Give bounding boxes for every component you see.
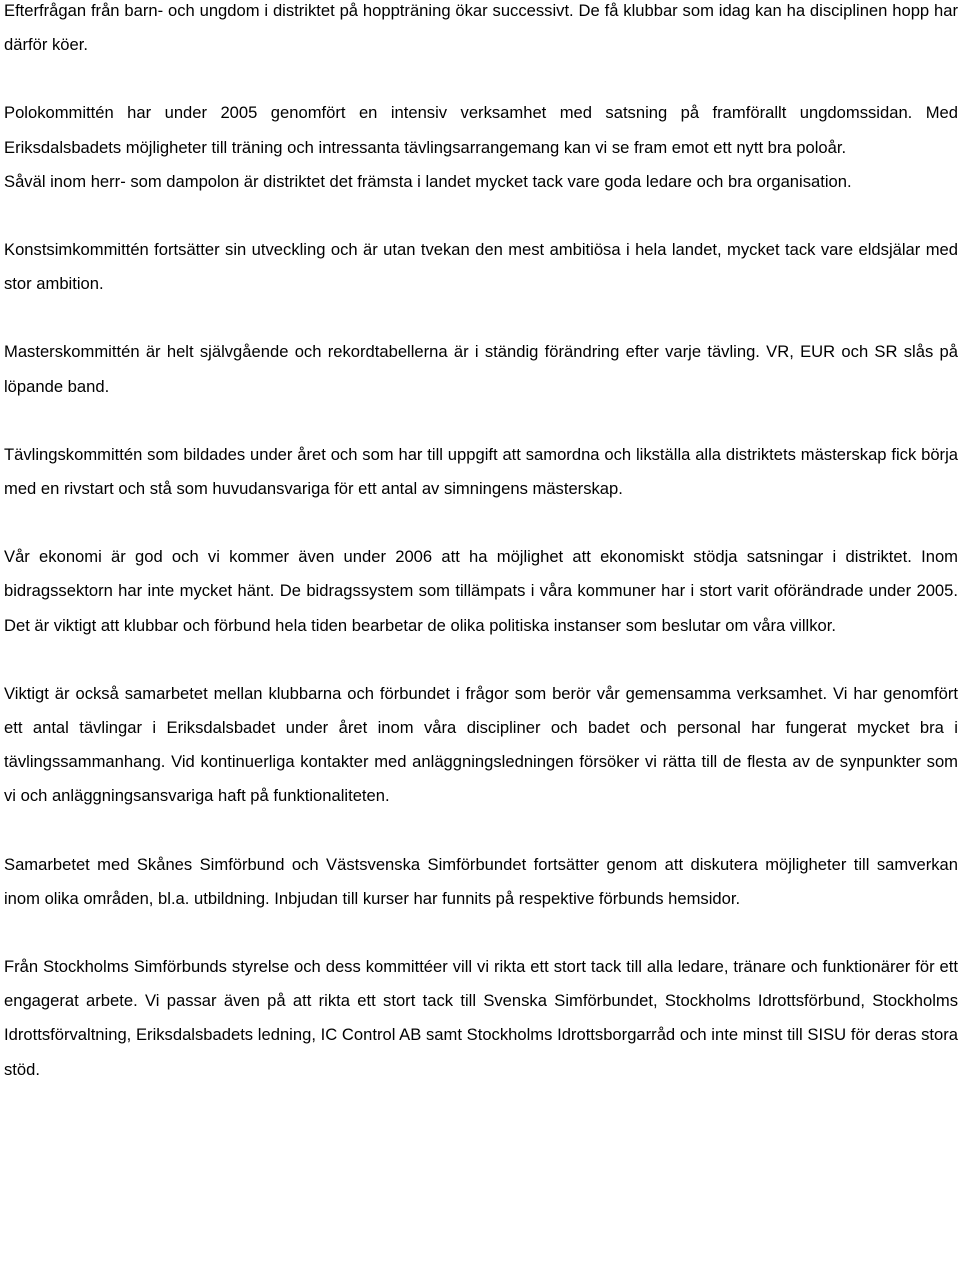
- paragraph-polo-organisation: Såväl inom herr- som dampolon är distriktet det främsta i landet mycket tack vare goda ledare och bra organisation.: [4, 171, 852, 191]
- paragraph-samarbete-forbund: Samarbetet med Skånes Simförbund och Västsvenska Simförbundet fortsätter genom att diskutera möjligheter till samverkan inom olika områden, bl.a. utbildning. Inbjudan till kurser har funnits på respektive förbunds hemsidor.: [4, 854, 958, 908]
- paragraph-konstsim: Konstsimkommittén fortsätter sin utveckling och är utan tvekan den mest ambitiösa i hela landet, mycket tack vare eldsjälar med stor ambition.: [4, 240, 958, 294]
- paragraph-samarbete-klubbar: Viktigt är också samarbetet mellan klubbarna och förbundet i frågor som berör vår gemensamma verksamhet. Vi har genomfört ett antal tävlingar i Eriksdalsbadet under året inom våra discipliner och badet och personal har fungerat mycket bra i tävlingssammanhang. Vid kontinuerliga kontakter med anläggningsledningen försöker vi rätta till de flesta av de synpunkter som vi och anläggningsansvariga haft på funktionaliteten.: [4, 683, 958, 806]
- paragraph-tavling: Tävlingskommittén som bildades under året och som har till uppgift att samordna och likställa alla distriktets mästerskap fick börja med en rivstart och stå som huvudansvariga för ett antal av simningens mästerskap.: [4, 444, 958, 499]
- document-page: [4, 0, 958, 1087]
- paragraph-tack: Från Stockholms Simförbunds styrelse och dess kommittéer vill vi rikta ett stort tack till alla ledare, tränare och funktionärer för ett engagerat arbete. Vi passar även på att rikta ett stort tack till Svenska Simförbundet, Stockholms Idrottsförbund, Stockholms Idrottsförvaltning, Eriksdalsbadets ledning, IC Control AB samt Stockholms Idrottsborgarråd och inte minst till SISU för deras stora stöd.: [4, 957, 958, 1079]
- paragraph-polo: Polokommittén har under 2005 genomfört en intensiv verksamhet med satsning på framförallt ungdomssidan. Med Eriksdalsbadets möjligheter till träning och intressanta tävlingsarrangemang kan vi se fram emot ett nytt bra poloår.: [4, 103, 958, 157]
- paragraph-hopp: Efterfrågan från barn- och ungdom i distriktet på hoppträning ökar successivt. De få klubbar som idag kan ha disciplinen hopp har därför köer.: [4, 1, 958, 55]
- paragraph-ekonomi: Vår ekonomi är god och vi kommer även under 2006 att ha möjlighet att ekonomiskt stödja satsningar i distriktet. Inom bidragssektorn har inte mycket hänt. De bidragssystem som tillämpats i våra kommuner har i stort varit oförändrade under 2005. Det är viktigt att klubbar och förbund hela tiden bearbetar de olika politiska instanser som beslutar om våra villkor.: [4, 547, 958, 635]
- paragraph-masters: Masterskommittén är helt självgående och rekordtabellerna är i ständig förändring efter varje tävling. VR, EUR och SR slås på löpande band.: [4, 342, 958, 396]
